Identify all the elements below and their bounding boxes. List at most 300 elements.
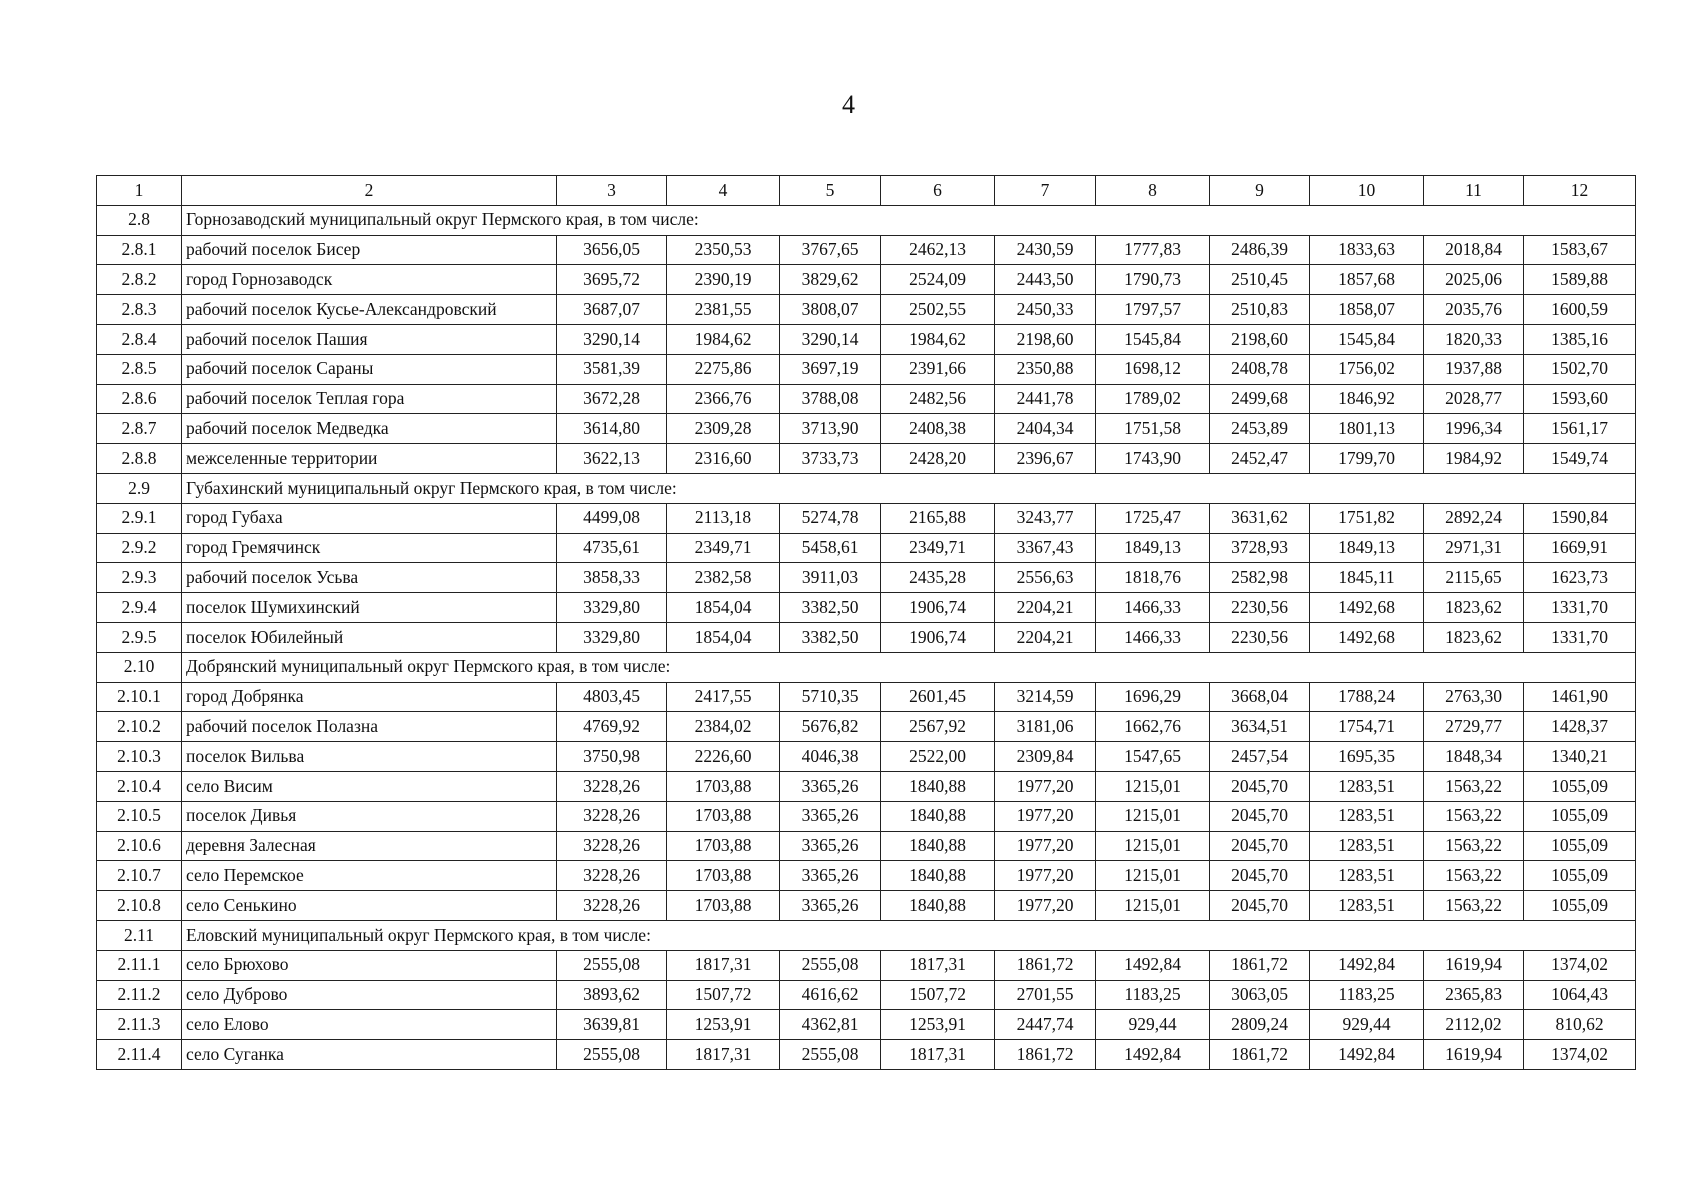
value-cell: 1183,25 (1310, 980, 1424, 1010)
column-number-cell: 6 (881, 176, 995, 206)
value-cell: 2555,08 (557, 1040, 667, 1070)
table-row (97, 682, 1636, 712)
value-cell: 1283,51 (1310, 861, 1424, 891)
table-row (97, 414, 1636, 444)
settlement-name-cell: город Губаха (182, 503, 557, 533)
table-row (97, 712, 1636, 742)
value-cell: 2165,88 (881, 503, 995, 533)
group-header-row (97, 920, 1636, 950)
value-cell: 1743,90 (1096, 444, 1210, 474)
table-row (97, 1010, 1636, 1040)
value-cell: 2045,70 (1210, 771, 1310, 801)
value-cell: 3668,04 (1210, 682, 1310, 712)
value-cell: 929,44 (1096, 1010, 1210, 1040)
value-cell: 3750,98 (557, 742, 667, 772)
value-cell: 2522,00 (881, 742, 995, 772)
value-cell: 1799,70 (1310, 444, 1424, 474)
value-cell: 1055,09 (1524, 831, 1636, 861)
value-cell: 4803,45 (557, 682, 667, 712)
table-row (97, 742, 1636, 772)
value-cell: 1215,01 (1096, 861, 1210, 891)
value-cell: 1861,72 (995, 1040, 1096, 1070)
value-cell: 4735,61 (557, 533, 667, 563)
row-number-cell: 2.11.3 (97, 1010, 182, 1040)
value-cell: 810,62 (1524, 1010, 1636, 1040)
value-cell: 1428,37 (1524, 712, 1636, 742)
table-row (97, 384, 1636, 414)
value-cell: 2381,55 (667, 295, 780, 325)
table-row (97, 265, 1636, 295)
value-cell: 3382,50 (780, 593, 881, 623)
value-cell: 1977,20 (995, 801, 1096, 831)
value-cell: 3733,73 (780, 444, 881, 474)
value-cell: 3243,77 (995, 503, 1096, 533)
row-number-cell: 2.11 (97, 920, 182, 950)
value-cell: 1374,02 (1524, 1040, 1636, 1070)
value-cell: 3228,26 (557, 771, 667, 801)
value-cell: 1669,91 (1524, 533, 1636, 563)
settlement-name-cell: город Гремячинск (182, 533, 557, 563)
value-cell: 2204,21 (995, 593, 1096, 623)
table-row (97, 354, 1636, 384)
value-cell: 1937,88 (1424, 354, 1524, 384)
value-cell: 2430,59 (995, 235, 1096, 265)
value-cell: 2447,74 (995, 1010, 1096, 1040)
value-cell: 1797,57 (1096, 295, 1210, 325)
value-cell: 2601,45 (881, 682, 995, 712)
settlement-name-cell: рабочий поселок Полазна (182, 712, 557, 742)
value-cell: 1695,35 (1310, 742, 1424, 772)
value-cell: 3672,28 (557, 384, 667, 414)
value-cell: 1996,34 (1424, 414, 1524, 444)
value-cell: 3713,90 (780, 414, 881, 444)
value-cell: 1703,88 (667, 831, 780, 861)
value-cell: 2390,19 (667, 265, 780, 295)
value-cell: 2349,71 (667, 533, 780, 563)
value-cell: 1583,67 (1524, 235, 1636, 265)
value-cell: 4769,92 (557, 712, 667, 742)
column-number-row (97, 176, 1636, 206)
value-cell: 1374,02 (1524, 950, 1636, 980)
table-row (97, 533, 1636, 563)
value-cell: 3329,80 (557, 593, 667, 623)
value-cell: 2408,78 (1210, 354, 1310, 384)
value-cell: 2482,56 (881, 384, 995, 414)
value-cell: 1703,88 (667, 771, 780, 801)
value-cell: 1817,31 (881, 1040, 995, 1070)
value-cell: 2275,86 (667, 354, 780, 384)
value-cell: 1055,09 (1524, 771, 1636, 801)
row-number-cell: 2.8.8 (97, 444, 182, 474)
value-cell: 4616,62 (780, 980, 881, 1010)
settlement-name-cell: село Дуброво (182, 980, 557, 1010)
group-title-cell: Горнозаводский муниципальный округ Пермского края, в том числе: (182, 205, 1636, 235)
settlement-name-cell: село Сенькино (182, 891, 557, 921)
value-cell: 2309,28 (667, 414, 780, 444)
value-cell: 1861,72 (995, 950, 1096, 980)
value-cell: 1492,68 (1310, 622, 1424, 652)
value-cell: 2035,76 (1424, 295, 1524, 325)
table-row (97, 980, 1636, 1010)
value-cell: 2763,30 (1424, 682, 1524, 712)
value-cell: 4362,81 (780, 1010, 881, 1040)
column-number-cell: 7 (995, 176, 1096, 206)
value-cell: 1600,59 (1524, 295, 1636, 325)
value-cell: 3365,26 (780, 771, 881, 801)
value-cell: 1817,31 (881, 950, 995, 980)
value-cell: 1502,70 (1524, 354, 1636, 384)
value-cell: 3228,26 (557, 861, 667, 891)
value-cell: 3581,39 (557, 354, 667, 384)
value-cell: 2404,34 (995, 414, 1096, 444)
value-cell: 2556,63 (995, 563, 1096, 593)
value-cell: 1696,29 (1096, 682, 1210, 712)
value-cell: 3365,26 (780, 891, 881, 921)
value-cell: 1283,51 (1310, 891, 1424, 921)
value-cell: 2457,54 (1210, 742, 1310, 772)
value-cell: 3290,14 (557, 324, 667, 354)
page-number: 4 (842, 90, 855, 119)
table-row (97, 235, 1636, 265)
value-cell: 3858,33 (557, 563, 667, 593)
table-row (97, 1040, 1636, 1070)
settlement-name-cell: село Брюхово (182, 950, 557, 980)
value-cell: 1563,22 (1424, 891, 1524, 921)
row-number-cell: 2.10 (97, 652, 182, 682)
group-header-row (97, 473, 1636, 503)
value-cell: 1756,02 (1310, 354, 1424, 384)
value-cell: 1283,51 (1310, 771, 1424, 801)
value-cell: 2567,92 (881, 712, 995, 742)
value-cell: 3911,03 (780, 563, 881, 593)
value-cell: 1215,01 (1096, 831, 1210, 861)
value-cell: 1547,65 (1096, 742, 1210, 772)
settlement-name-cell: село Суганка (182, 1040, 557, 1070)
value-cell: 1849,13 (1096, 533, 1210, 563)
value-cell: 2510,83 (1210, 295, 1310, 325)
value-cell: 1777,83 (1096, 235, 1210, 265)
row-number-cell: 2.10.2 (97, 712, 182, 742)
value-cell: 1563,22 (1424, 831, 1524, 861)
value-cell: 2502,55 (881, 295, 995, 325)
row-number-cell: 2.8.7 (97, 414, 182, 444)
value-cell: 1340,21 (1524, 742, 1636, 772)
column-number-cell: 11 (1424, 176, 1524, 206)
column-number-cell: 5 (780, 176, 881, 206)
value-cell: 3329,80 (557, 622, 667, 652)
value-cell: 3829,62 (780, 265, 881, 295)
row-number-cell: 2.8.2 (97, 265, 182, 295)
value-cell: 2045,70 (1210, 891, 1310, 921)
value-cell: 3687,07 (557, 295, 667, 325)
settlement-name-cell: рабочий поселок Пашия (182, 324, 557, 354)
row-number-cell: 2.10.5 (97, 801, 182, 831)
column-number-cell: 2 (182, 176, 557, 206)
value-cell: 1561,17 (1524, 414, 1636, 444)
value-cell: 1545,84 (1096, 324, 1210, 354)
value-cell: 1788,24 (1310, 682, 1424, 712)
row-number-cell: 2.8.5 (97, 354, 182, 384)
settlement-name-cell: город Добрянка (182, 682, 557, 712)
value-cell: 3656,05 (557, 235, 667, 265)
value-cell: 3767,65 (780, 235, 881, 265)
value-cell: 1703,88 (667, 861, 780, 891)
value-cell: 2384,02 (667, 712, 780, 742)
value-cell: 3228,26 (557, 891, 667, 921)
value-cell: 3697,19 (780, 354, 881, 384)
value-cell: 1840,88 (881, 861, 995, 891)
value-cell: 2462,13 (881, 235, 995, 265)
value-cell: 1789,02 (1096, 384, 1210, 414)
value-cell: 2729,77 (1424, 712, 1524, 742)
value-cell: 2443,50 (995, 265, 1096, 295)
value-cell: 1215,01 (1096, 801, 1210, 831)
value-cell: 3622,13 (557, 444, 667, 474)
settlement-name-cell: рабочий поселок Сараны (182, 354, 557, 384)
value-cell: 2396,67 (995, 444, 1096, 474)
value-cell: 1619,94 (1424, 950, 1524, 980)
column-number-cell: 10 (1310, 176, 1424, 206)
tariff-table (96, 175, 1636, 1070)
value-cell: 1861,72 (1210, 1040, 1310, 1070)
value-cell: 4499,08 (557, 503, 667, 533)
value-cell: 1703,88 (667, 891, 780, 921)
value-cell: 1854,04 (667, 593, 780, 623)
value-cell: 3893,62 (557, 980, 667, 1010)
value-cell: 2230,56 (1210, 622, 1310, 652)
value-cell: 2453,89 (1210, 414, 1310, 444)
value-cell: 1283,51 (1310, 801, 1424, 831)
row-number-cell: 2.9.5 (97, 622, 182, 652)
value-cell: 2230,56 (1210, 593, 1310, 623)
table-row (97, 444, 1636, 474)
value-cell: 1507,72 (881, 980, 995, 1010)
row-number-cell: 2.9.4 (97, 593, 182, 623)
value-cell: 2555,08 (780, 950, 881, 980)
value-cell: 2582,98 (1210, 563, 1310, 593)
value-cell: 1848,34 (1424, 742, 1524, 772)
value-cell: 1055,09 (1524, 891, 1636, 921)
value-cell: 2366,76 (667, 384, 780, 414)
row-number-cell: 2.8 (97, 205, 182, 235)
value-cell: 1858,07 (1310, 295, 1424, 325)
row-number-cell: 2.10.4 (97, 771, 182, 801)
value-cell: 3631,62 (1210, 503, 1310, 533)
value-cell: 2115,65 (1424, 563, 1524, 593)
table-row (97, 593, 1636, 623)
value-cell: 1840,88 (881, 831, 995, 861)
value-cell: 1215,01 (1096, 891, 1210, 921)
value-cell: 1055,09 (1524, 861, 1636, 891)
value-cell: 3695,72 (557, 265, 667, 295)
value-cell: 1977,20 (995, 771, 1096, 801)
value-cell: 2555,08 (557, 950, 667, 980)
value-cell: 3728,93 (1210, 533, 1310, 563)
value-cell: 2045,70 (1210, 831, 1310, 861)
row-number-cell: 2.8.3 (97, 295, 182, 325)
value-cell: 1662,76 (1096, 712, 1210, 742)
table-row (97, 503, 1636, 533)
value-cell: 1385,16 (1524, 324, 1636, 354)
row-number-cell: 2.8.6 (97, 384, 182, 414)
value-cell: 2417,55 (667, 682, 780, 712)
value-cell: 2350,53 (667, 235, 780, 265)
value-cell: 3365,26 (780, 801, 881, 831)
value-cell: 1790,73 (1096, 265, 1210, 295)
row-number-cell: 2.10.3 (97, 742, 182, 772)
value-cell: 1492,84 (1096, 950, 1210, 980)
value-cell: 1977,20 (995, 891, 1096, 921)
value-cell: 3808,07 (780, 295, 881, 325)
value-cell: 3214,59 (995, 682, 1096, 712)
table-body (97, 176, 1636, 1070)
value-cell: 1283,51 (1310, 831, 1424, 861)
group-title-cell: Добрянский муниципальный округ Пермского края, в том числе: (182, 652, 1636, 682)
value-cell: 2204,21 (995, 622, 1096, 652)
row-number-cell: 2.8.4 (97, 324, 182, 354)
column-number-cell: 12 (1524, 176, 1636, 206)
table-row (97, 861, 1636, 891)
value-cell: 929,44 (1310, 1010, 1424, 1040)
value-cell: 3290,14 (780, 324, 881, 354)
value-cell: 1563,22 (1424, 771, 1524, 801)
value-cell: 1823,62 (1424, 593, 1524, 623)
value-cell: 1984,92 (1424, 444, 1524, 474)
table-row (97, 950, 1636, 980)
value-cell: 5710,35 (780, 682, 881, 712)
row-number-cell: 2.11.4 (97, 1040, 182, 1070)
value-cell: 1817,31 (667, 1040, 780, 1070)
settlement-name-cell: поселок Шумихинский (182, 593, 557, 623)
value-cell: 3228,26 (557, 831, 667, 861)
settlement-name-cell: поселок Вильва (182, 742, 557, 772)
value-cell: 2045,70 (1210, 861, 1310, 891)
settlement-name-cell: село Перемское (182, 861, 557, 891)
value-cell: 1754,71 (1310, 712, 1424, 742)
value-cell: 2365,83 (1424, 980, 1524, 1010)
value-cell: 1703,88 (667, 801, 780, 831)
table-row (97, 563, 1636, 593)
row-number-cell: 2.9.1 (97, 503, 182, 533)
table-row (97, 295, 1636, 325)
settlement-name-cell: поселок Юбилейный (182, 622, 557, 652)
value-cell: 3634,51 (1210, 712, 1310, 742)
row-number-cell: 2.9.2 (97, 533, 182, 563)
settlement-name-cell: рабочий поселок Медведка (182, 414, 557, 444)
settlement-name-cell: село Висим (182, 771, 557, 801)
value-cell: 2510,45 (1210, 265, 1310, 295)
value-cell: 1549,74 (1524, 444, 1636, 474)
table-row (97, 801, 1636, 831)
value-cell: 5458,61 (780, 533, 881, 563)
settlement-name-cell: деревня Залесная (182, 831, 557, 861)
value-cell: 1215,01 (1096, 771, 1210, 801)
value-cell: 1984,62 (881, 324, 995, 354)
value-cell: 1619,94 (1424, 1040, 1524, 1070)
value-cell: 1466,33 (1096, 622, 1210, 652)
value-cell: 2113,18 (667, 503, 780, 533)
settlement-name-cell: рабочий поселок Кусье-Александровский (182, 295, 557, 325)
value-cell: 1492,84 (1310, 1040, 1424, 1070)
table-row (97, 771, 1636, 801)
tariff-table-container (96, 175, 1636, 1070)
value-cell: 1820,33 (1424, 324, 1524, 354)
value-cell: 1507,72 (667, 980, 780, 1010)
table-row (97, 891, 1636, 921)
value-cell: 3181,06 (995, 712, 1096, 742)
value-cell: 1857,68 (1310, 265, 1424, 295)
value-cell: 1492,84 (1096, 1040, 1210, 1070)
value-cell: 1253,91 (667, 1010, 780, 1040)
value-cell: 2892,24 (1424, 503, 1524, 533)
table-row (97, 831, 1636, 861)
value-cell: 2226,60 (667, 742, 780, 772)
value-cell: 2025,06 (1424, 265, 1524, 295)
value-cell: 2441,78 (995, 384, 1096, 414)
value-cell: 3228,26 (557, 801, 667, 831)
value-cell: 1906,74 (881, 593, 995, 623)
value-cell: 1977,20 (995, 861, 1096, 891)
value-cell: 1845,11 (1310, 563, 1424, 593)
value-cell: 2316,60 (667, 444, 780, 474)
value-cell: 3639,81 (557, 1010, 667, 1040)
value-cell: 1461,90 (1524, 682, 1636, 712)
row-number-cell: 2.8.1 (97, 235, 182, 265)
settlement-name-cell: межселенные территории (182, 444, 557, 474)
value-cell: 2452,47 (1210, 444, 1310, 474)
column-number-cell: 4 (667, 176, 780, 206)
value-cell: 1590,84 (1524, 503, 1636, 533)
value-cell: 1589,88 (1524, 265, 1636, 295)
value-cell: 1751,58 (1096, 414, 1210, 444)
value-cell: 2499,68 (1210, 384, 1310, 414)
value-cell: 2198,60 (1210, 324, 1310, 354)
value-cell: 2349,71 (881, 533, 995, 563)
row-number-cell: 2.10.1 (97, 682, 182, 712)
group-header-row (97, 652, 1636, 682)
value-cell: 3063,05 (1210, 980, 1310, 1010)
value-cell: 1253,91 (881, 1010, 995, 1040)
value-cell: 1823,62 (1424, 622, 1524, 652)
value-cell: 1331,70 (1524, 622, 1636, 652)
row-number-cell: 2.10.6 (97, 831, 182, 861)
value-cell: 3365,26 (780, 831, 881, 861)
row-number-cell: 2.11.2 (97, 980, 182, 1010)
value-cell: 3614,80 (557, 414, 667, 444)
value-cell: 1833,63 (1310, 235, 1424, 265)
value-cell: 5676,82 (780, 712, 881, 742)
value-cell: 1725,47 (1096, 503, 1210, 533)
value-cell: 1698,12 (1096, 354, 1210, 384)
value-cell: 1906,74 (881, 622, 995, 652)
value-cell: 1846,92 (1310, 384, 1424, 414)
value-cell: 1840,88 (881, 771, 995, 801)
value-cell: 1055,09 (1524, 801, 1636, 831)
value-cell: 2382,58 (667, 563, 780, 593)
value-cell: 1545,84 (1310, 324, 1424, 354)
value-cell: 2809,24 (1210, 1010, 1310, 1040)
settlement-name-cell: рабочий поселок Теплая гора (182, 384, 557, 414)
value-cell: 2408,38 (881, 414, 995, 444)
value-cell: 4046,38 (780, 742, 881, 772)
value-cell: 1064,43 (1524, 980, 1636, 1010)
settlement-name-cell: поселок Дивья (182, 801, 557, 831)
settlement-name-cell: город Горнозаводск (182, 265, 557, 295)
value-cell: 1492,84 (1310, 950, 1424, 980)
value-cell: 2701,55 (995, 980, 1096, 1010)
row-number-cell: 2.11.1 (97, 950, 182, 980)
value-cell: 2198,60 (995, 324, 1096, 354)
